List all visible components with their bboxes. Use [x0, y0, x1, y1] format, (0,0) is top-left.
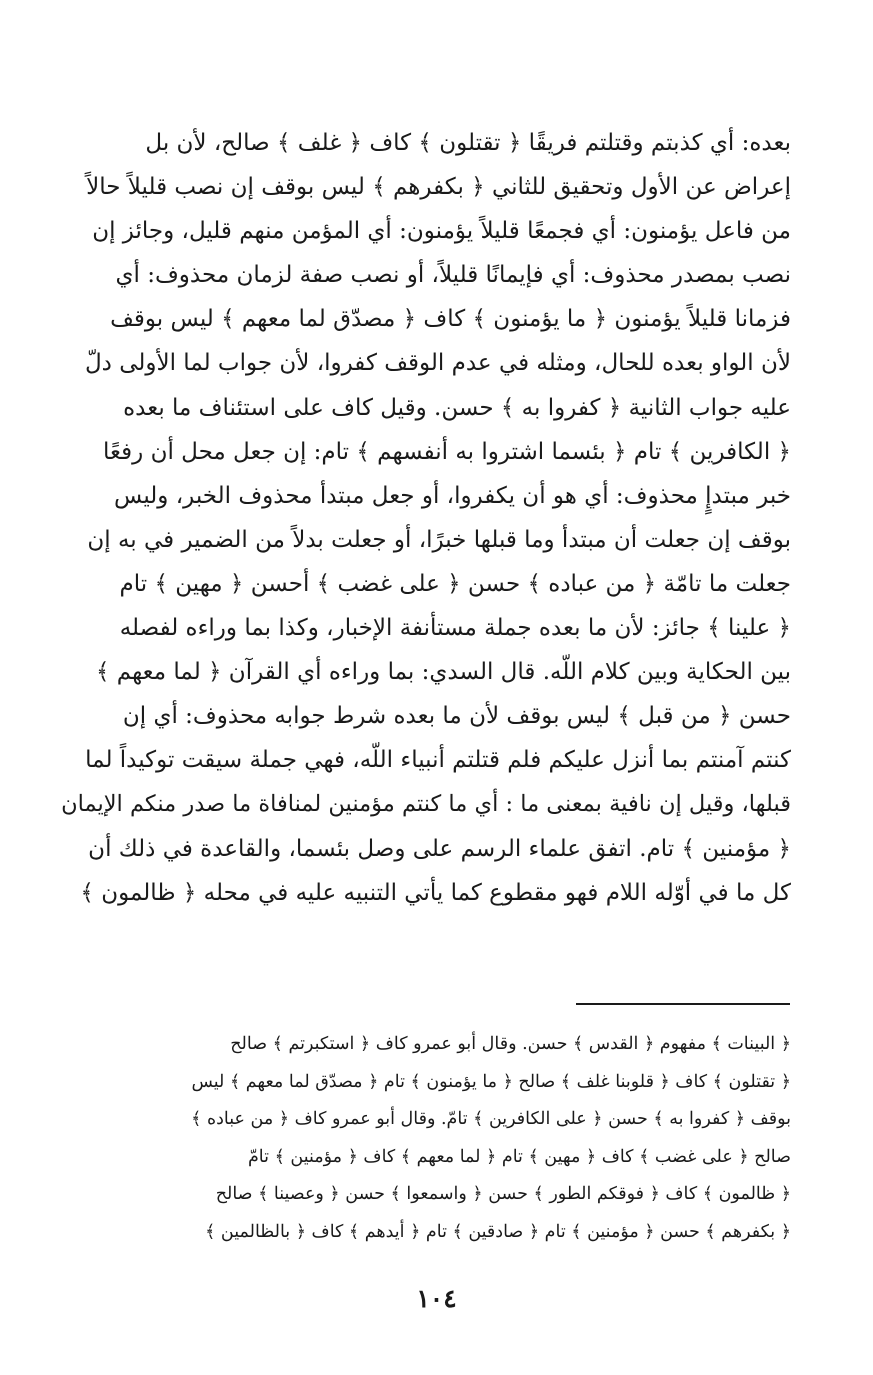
main-text-line: نصب بمصدر محذوف: أي فإيمانًا قليلاً، أو نصب صفة لزمان محذوف: أي	[115, 262, 791, 289]
main-text-line: حسن ﴿ من قبل ﴾ ليس بوقف لأن ما بعده شرط جوابه محذوف: أي إن	[122, 703, 791, 730]
main-text-line: ﴿ علينا ﴾ جائز: لأن ما بعده جملة مستأنفة الإخبار، وكذا بما وراءه لفصله	[119, 615, 791, 642]
main-text-line: قبلها، وقيل إن نافية بمعنى ما : أي ما كنتم مؤمنين لمنافاة ما صدر منكم الإيمان	[61, 791, 791, 818]
footnote-line: ﴿ ظالمون ﴾ كاف ﴿ فوقكم الطور ﴾ حسن ﴿ واسمعوا ﴾ حسن ﴿ وعصينا ﴾ صالح	[215, 1184, 791, 1204]
main-text-line: خبر مبتدإٍ محذوف: أي هو أن يكفروا، أو جعل مبتدأ محذوف الخبر، وليس	[114, 482, 791, 509]
footnotes-block	[46, 1026, 791, 1251]
main-text-line: ﴿ مؤمنين ﴾ تام. اتفق علماء الرسم على وصل بئسما، والقاعدة في ذلك أن	[88, 835, 791, 862]
main-text-line: إعراض عن الأول وتحقيق للثاني ﴿ بكفرهم ﴾ ليس بوقف إن نصب قليلاً حالاً	[86, 174, 791, 201]
main-text-line: كنتم آمنتم بما أنزل عليكم فلم قتلتم أنبياء اللّه، فهي جملة سيقت توكيداً لما	[85, 747, 791, 774]
footnote-line: بوقف ﴿ كفروا به ﴾ حسن ﴿ على الكافرين ﴾ تامّ. وقال أبو عمرو كاف ﴿ من عباده ﴾	[191, 1109, 791, 1129]
main-text-line: بوقف إن جعلت أن مبتدأ وما قبلها خبرًا، أو جعلت بدلاً من الضمير في به إن	[87, 526, 791, 553]
main-text-line: ﴿ الكافرين ﴾ تام ﴿ بئسما اشتروا به أنفسهم ﴾ تام: إن جعل محل أن رفعًا	[103, 438, 791, 465]
main-text-line: جعلت ما تامّة ﴿ من عباده ﴾ حسن ﴿ على غضب ﴾ أحسن ﴿ مهين ﴾ تام	[119, 570, 791, 597]
footnote-line: ﴿ تقتلون ﴾ كاف ﴿ قلوبنا غلف ﴾ صالح ﴿ ما يؤمنون ﴾ تام ﴿ مصدّق لما معهم ﴾ ليس	[191, 1071, 791, 1092]
main-text-line: من فاعل يؤمنون: أي فجمعًا قليلاً يؤمنون: أي المؤمن منهم قليل، وجائز إن	[92, 218, 791, 245]
footnote-line: ﴿ بكفرهم ﴾ حسن ﴿ مؤمنين ﴾ تام ﴿ صادقين ﴾ تام ﴿ أيدهم ﴾ كاف ﴿ بالظالمين ﴾	[205, 1221, 791, 1242]
main-text-line: كل ما في أوّله اللام فهو مقطوع كما يأتي التنبيه عليه في محله ﴿ ظالمون ﴾	[80, 879, 791, 906]
main-text-line: بعده: أي كذبتم وقتلتم فريقًا ﴿ تقتلون ﴾ كاف ﴿ غلف ﴾ صالح، لأن بل	[145, 130, 791, 156]
main-text-line: عليه جواب الثانية ﴿ كفروا به ﴾ حسن. وقيل كاف على استئناف ما بعده	[123, 394, 791, 421]
page-number: ١٠٤	[416, 1284, 457, 1313]
footnote-line: صالح ﴿ على غضب ﴾ كاف ﴿ مهين ﴾ تام ﴿ لما معهم ﴾ كاف ﴿ مؤمنين ﴾ تامّ	[247, 1146, 791, 1167]
main-text-line: لأن الواو بعده للحال، ومثله في عدم الوقف كفروا، لأن جواب لما الأولى دلّ	[84, 350, 791, 377]
footnote-line: ﴿ البينات ﴾ مفهوم ﴿ القدس ﴾ حسن. وقال أبو عمرو كاف ﴿ استكبرتم ﴾ صالح	[230, 1034, 791, 1054]
footnote-divider	[576, 1003, 790, 1005]
main-text-line: بين الحكاية وبين كلام اللّه. قال السدي: بما وراءه أي القرآن ﴿ لما معهم ﴾	[95, 659, 791, 686]
main-text-line: فزمانا قليلاً يؤمنون ﴿ ما يؤمنون ﴾ كاف ﴿ مصدّق لما معهم ﴾ ليس بوقف	[110, 306, 791, 333]
main-text-block	[46, 121, 791, 915]
